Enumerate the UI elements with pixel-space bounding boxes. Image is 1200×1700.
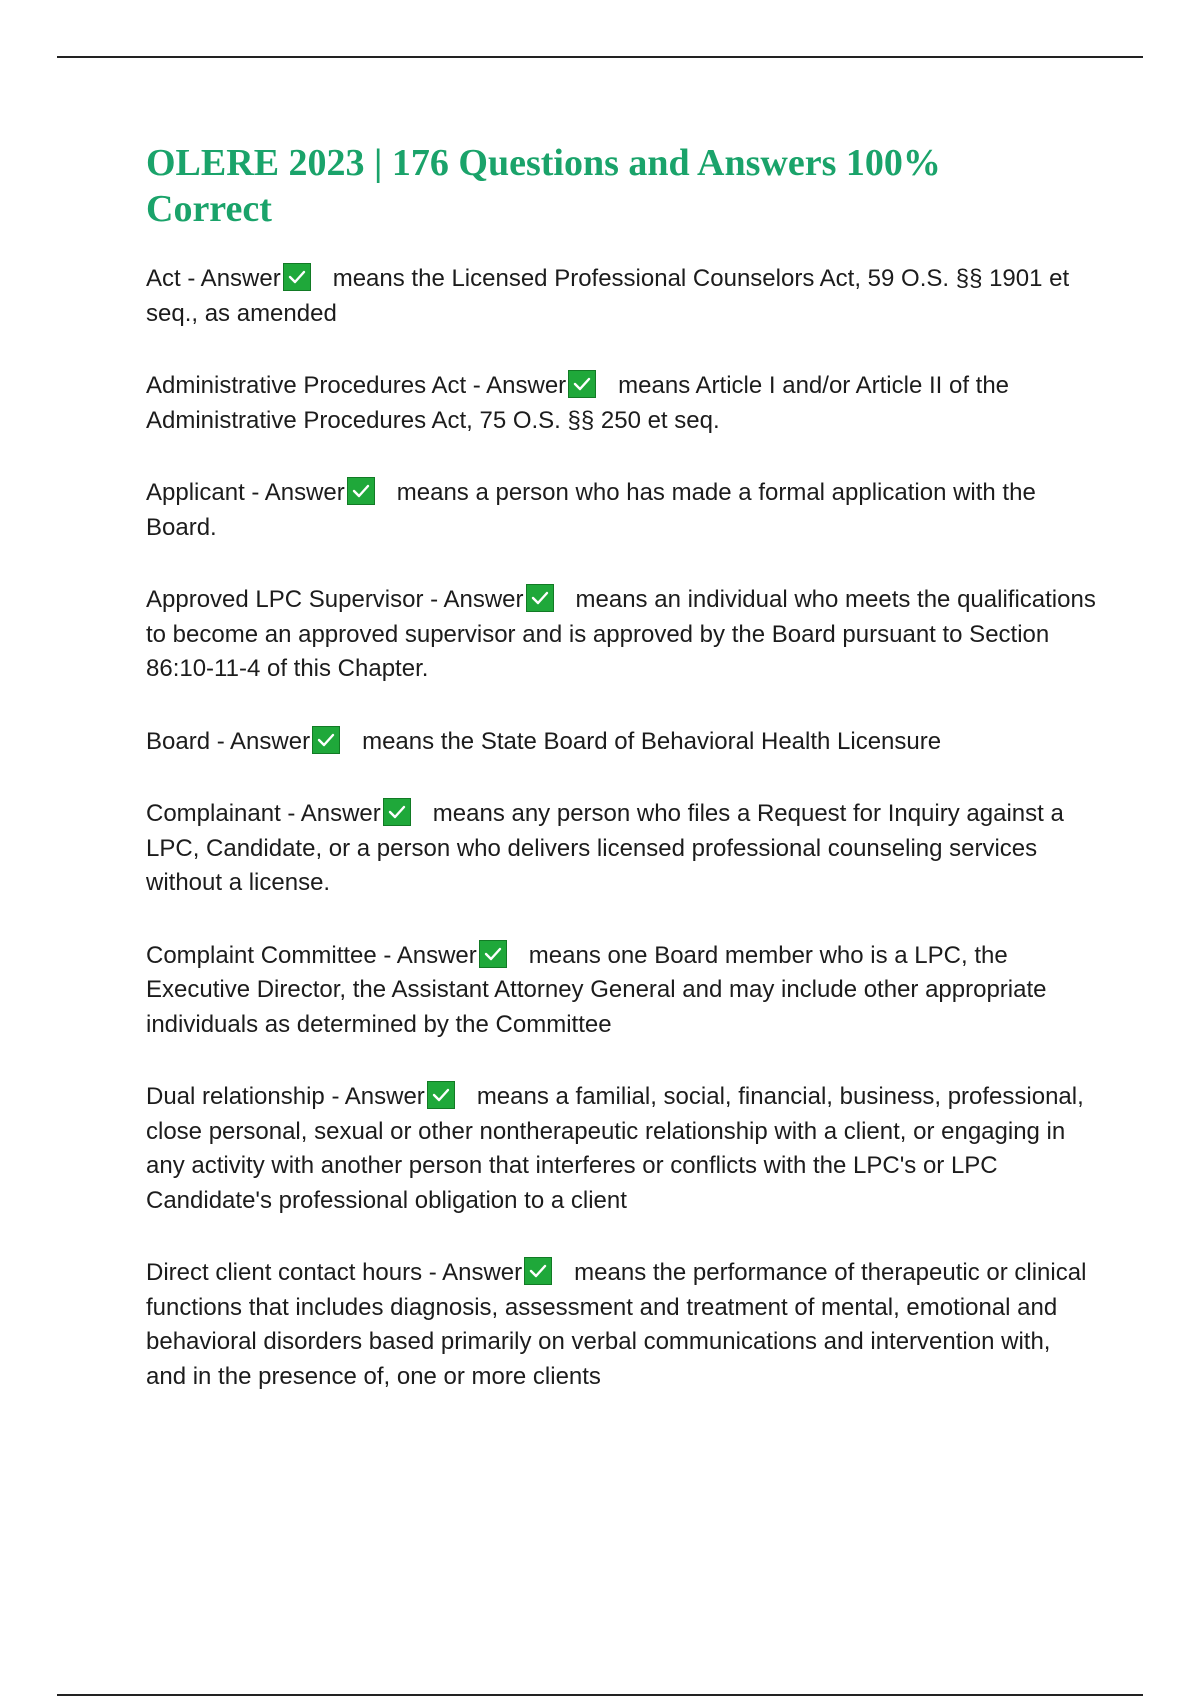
qa-entry xyxy=(146,797,1096,901)
bottom-rule xyxy=(57,1694,1143,1696)
check-box-icon xyxy=(526,584,554,612)
check-box-icon xyxy=(524,1257,552,1285)
check-box-icon xyxy=(427,1081,455,1109)
qa-entry xyxy=(146,1256,1096,1394)
entry-term: Board - Answer xyxy=(146,727,311,755)
qa-entry xyxy=(146,583,1096,687)
entry-term: Approved LPC Supervisor - Answer xyxy=(146,586,524,613)
qa-entry xyxy=(146,1080,1096,1218)
document-title: OLERE 2023 | 176 Questions and Answers 100% Correct xyxy=(146,142,941,230)
qa-entry xyxy=(146,369,1096,438)
entry-definition: means a familial, social, financial, business, professional, close personal, sexual or other nontherapeutic relationship with a client, or engaging in any activity with another person that interferes or conflicts with the LPC's or LPC Candidate's professional obligation to a client xyxy=(146,1083,1084,1214)
entry-definition: means any person who files a Request for Inquiry against a LPC, Candidate, or a person who delivers licensed professional counseling services without a license. xyxy=(146,800,1064,896)
check-box-icon xyxy=(479,940,507,968)
entry-term: Complaint Committee - Answer xyxy=(146,941,477,969)
check-box-icon xyxy=(312,726,340,754)
entry-definition: means one Board member who is a LPC, the Executive Director, the Assistant Attorney General and may include other appropriate individuals as determined by the Committee xyxy=(146,941,1047,1038)
entry-definition: means the State Board of Behavioral Health Licensure xyxy=(362,727,942,755)
entry-term: Applicant - Answer xyxy=(146,479,345,506)
check-box-icon xyxy=(383,798,411,826)
entry-definition: means the Licensed Professional Counselors Act, 59 O.S. §§ 1901 et seq., as amended xyxy=(146,265,1070,327)
qa-entry xyxy=(146,476,1096,545)
entry-term: Act - Answer xyxy=(146,265,281,292)
qa-entry xyxy=(146,725,1096,760)
entry-term: Direct client contact hours - Answer xyxy=(146,1259,523,1286)
entry-list xyxy=(146,262,1096,1394)
entry-definition: means a person who has made a formal application with the Board. xyxy=(146,479,1036,541)
check-box-icon xyxy=(347,477,375,505)
entry-term: Complainant - Answer xyxy=(146,800,381,827)
qa-entry xyxy=(146,939,1096,1043)
qa-entry xyxy=(146,262,1096,331)
entry-definition: means the performance of therapeutic or clinical functions that includes diagnosis, assessment and treatment of mental, emotional and behavioral disorders based primarily on verbal communications and intervention with, and in the presence of, one or more clients xyxy=(146,1259,1087,1390)
check-box-icon xyxy=(568,370,596,398)
entry-term: Administrative Procedures Act - Answer xyxy=(146,372,567,399)
document-body xyxy=(146,140,1096,1432)
check-box-icon xyxy=(283,263,311,291)
top-rule xyxy=(57,56,1143,58)
entry-definition: means an individual who meets the qualifications to become an approved supervisor and is approved by the Board pursuant to Section 86:10-11-4 of this Chapter. xyxy=(146,586,1096,682)
entry-definition: means Article I and/or Article II of the Administrative Procedures Act, 75 O.S. §§ 250 et seq. xyxy=(146,372,1010,434)
entry-term: Dual relationship - Answer xyxy=(146,1083,425,1110)
